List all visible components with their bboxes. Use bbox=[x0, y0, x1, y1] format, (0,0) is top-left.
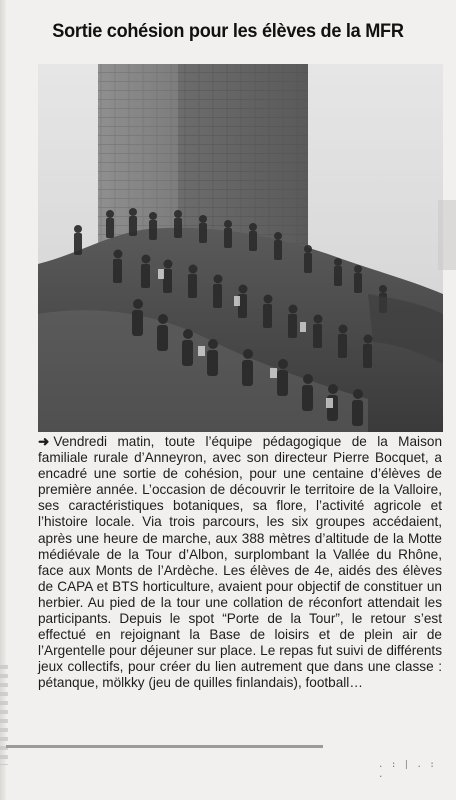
adjacent-column-edge bbox=[448, 92, 456, 412]
article-body bbox=[38, 434, 442, 692]
group-photo bbox=[38, 64, 443, 432]
article-text: Vendredi matin, toute l’équipe pédagogique de la Maison familiale rurale d’Anneyron, avec son directeur Pierre Bocquet, a encadré une sortie de cohésion, pour une centaine d’élèves de première année. L’occasion de découvrir le territoire de la Valloire, ses caractéristiques botaniques, sa flore, l’activité agricole et l’histoire locale. Via trois parcours, les six groupes accédaient, après une heure de marche, aux 388 mètres d’altitude de la Motte médiévale de la Tour d’Albon, surplombant la Vallée du Rhône, face aux Monts de l’Ardèche. Les élèves de 4e, aidés des élèves de CAPA et BTS horticulture, avaient pour objectif de constituer un herbier. Au pied de la tour une collation de réconfort attendait les participants. Depuis le spot “Porte de la Tour”, le retour s’est effectué en rejoignant la Base de loisirs et de plein air de l’Argentelle pour déjeuner sur place. Le repas fut suivi de différents jeux collectifs, pour créer du lien autrement que dans une classe : pétanque, mölkky (jeu de quilles finlandais), football… bbox=[38, 434, 442, 691]
separator-bar bbox=[6, 745, 323, 748]
photo-illustration bbox=[38, 64, 443, 432]
corner-ornament: . : | . : . bbox=[378, 760, 436, 780]
lead-arrow-icon: ➜ bbox=[38, 434, 50, 449]
article-headline: Sortie cohésion pour les élèves de la MFR bbox=[52, 20, 404, 42]
margin-marks bbox=[0, 665, 8, 765]
